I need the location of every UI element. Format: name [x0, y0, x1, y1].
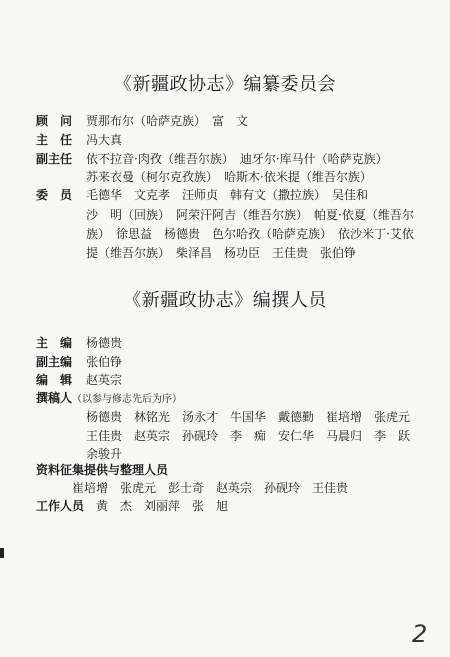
- chief-editor-label: 主 编: [36, 336, 73, 350]
- vice-director-line-1: 依不拉音·肉孜（维吾尔族） 迪牙尔·库马什（哈萨克族）: [86, 152, 388, 166]
- editor-names: 赵英宗: [86, 373, 123, 387]
- committee-title: 《新疆政协志》编纂委员会: [114, 74, 336, 95]
- director-label: 主 任: [36, 133, 73, 147]
- member-line-4: 提（维吾尔族） 柴泽昌 杨功臣 王佳贵 张伯铮: [86, 246, 357, 260]
- advisor-names: 贾那布尔（哈萨克族） 富 文: [86, 114, 249, 128]
- writers-line-2: 王佳贵 赵英宗 孙砚玲 李 痴 安仁华 马晨归 李 跃: [86, 429, 411, 443]
- writers-line-3: 余骏升: [86, 447, 123, 461]
- editor-label: 编 辑: [36, 373, 73, 387]
- member-label: 委 员: [36, 188, 73, 202]
- staff-title: 《新疆政协志》编撰人员: [123, 290, 327, 311]
- scan-margin-mark: [0, 548, 4, 558]
- writers-line-1: 杨德贵 林铭光 汤永才 牛国华 戴德勤 崔培增 张虎元: [86, 410, 411, 424]
- deputy-editor-names: 张伯铮: [86, 355, 123, 369]
- workers-names: 黄 杰 刘丽萍 张 旭: [96, 499, 229, 513]
- materials-names: 崔培增 张虎元 彭士奇 赵英宗 孙砚玲 王佳贵: [72, 481, 349, 495]
- deputy-editor-label: 副主编: [36, 355, 73, 369]
- writers-label: [36, 390, 182, 408]
- vice-director-label: 副主任: [36, 152, 73, 166]
- materials-label: 资料征集提供与整理人员: [36, 463, 169, 477]
- member-line-1: 毛德华 文克孝 汪师贞 韩有文（撒拉族） 吴佳和: [86, 188, 369, 202]
- member-line-3: 族） 徐思益 杨德贵 色尔哈孜（哈萨克族） 依沙米丁·艾依: [86, 227, 414, 241]
- workers-label: 工作人员: [36, 499, 85, 513]
- vice-director-line-2: 苏来衣曼（柯尔克孜族） 哈斯木·依米提（维吾尔族）: [86, 170, 372, 184]
- member-line-2: 沙 明（回族） 阿荣汗阿吉（维吾尔族） 帕夏·依夏（维吾尔: [86, 208, 414, 222]
- chief-editor-names: 杨德贵: [86, 336, 123, 350]
- writers-order-note: （以参与修志先后为序）: [72, 394, 183, 405]
- advisor-label: 顾 问: [36, 114, 73, 128]
- page-number: 2: [412, 620, 428, 648]
- director-names: 冯大真: [86, 133, 123, 147]
- writers-label-text: 撰稿人: [36, 391, 73, 405]
